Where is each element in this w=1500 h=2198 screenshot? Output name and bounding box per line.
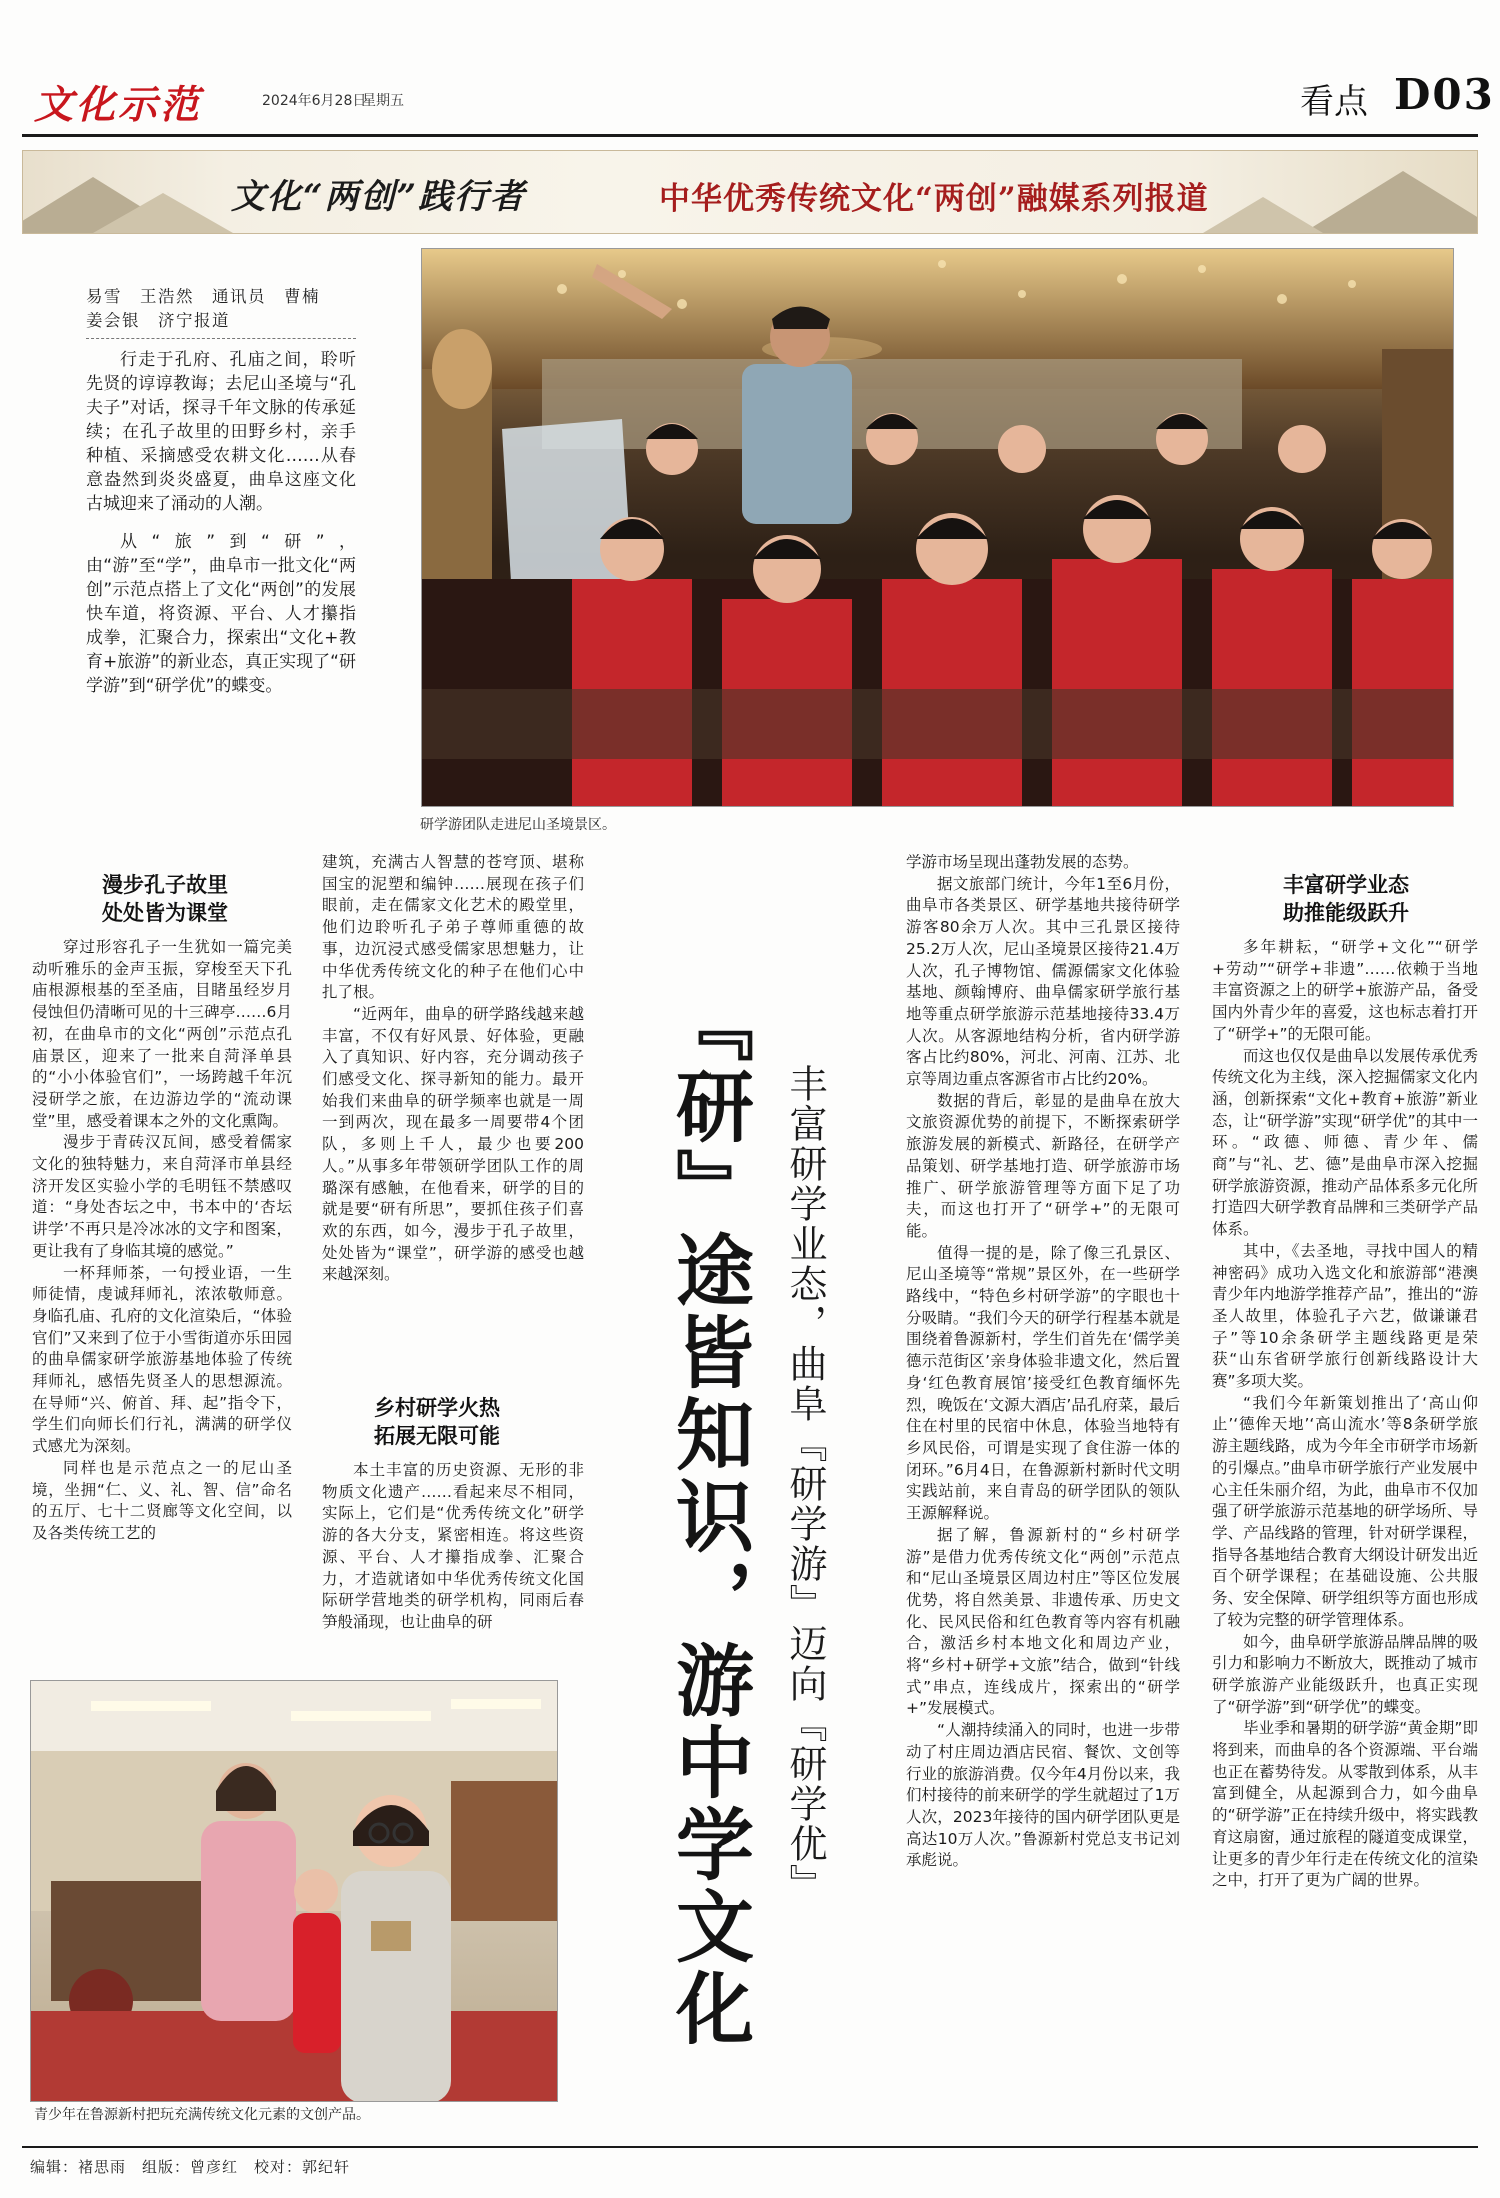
- paragraph: 建筑，充满古人智慧的苍穹顶、堪称国宝的泥塑和编钟……展现在孩子们眼前，走在儒家文化艺术的殿堂里，他们边聆听孔子弟子尊师重德的故事，边沉浸式感受儒家思想魅力，让中华优秀传统文化的种子在他们心中扎了根。: [322, 853, 584, 1002]
- brand-logo: 文化示范: [34, 82, 203, 128]
- byline-authors: 易雪 王浩然 通讯员 曹楠: [86, 287, 320, 306]
- paragraph: 其中，《去圣地，寻找中国人的精神密码》成功入选文化和旅游部“港澳青少年内地游学推荐产品”，推出的“游圣人故里，体验孔子六艺，做谦谦君子”等10余条研学主题线路更是荣获“山东省研学旅行创新线路设计大赛”多项大奖。: [1212, 1241, 1478, 1391]
- series-subtitle: 中华优秀传统文化“两创”融媒系列报道: [659, 181, 1209, 217]
- lead-paragraph: [86, 530, 356, 698]
- photo-study-tour-nishan: [421, 248, 1454, 807]
- section-heading-3-line2: 助推能级跃升: [1283, 900, 1409, 925]
- main-headline: 『研』途皆知识，游中学文化: [663, 984, 754, 2050]
- paragraph: 学游市场呈现出蓬勃发展的态势。: [906, 853, 1139, 871]
- paragraph: “人潮持续涌入的同时，也进一步带动了村庄周边酒店民宿、餐饮、文创等行业的旅游消费。仅今年4月份以来，我们村接待的前来研学的学生就超过了1万人次，2023年接待的国内研学团队更是高达10万人次。”鲁源新村党总支书记刘承彪说。: [906, 1721, 1180, 1870]
- byline-location: 姜会银 济宁报道: [86, 311, 230, 330]
- section-heading-3-line1: 丰富研学业态: [1283, 872, 1409, 897]
- photo-caption-top: 研学游团队走进尼山圣境景区。: [420, 817, 616, 833]
- paragraph: 漫步于青砖汉瓦间，感受着儒家文化的独特魅力，来自菏泽市单县经济开发区实验小学的毛明钰不禁感叹道：“身处杏坛之中，书本中的‘杏坛讲学’不再只是冷冰冰的文字和图案，更让我有了身临其境的感觉。”: [32, 1133, 292, 1260]
- paragraph: 而这也仅仅是曲阜以发展传承优秀传统文化为主线，深入挖掘儒家文化内涵，创新探索“文化+教育+旅游”新业态，让“研学游”实现“研学优”的其中一环。“政德、师德、青少年、儒商”与“礼、艺、德”是曲阜市深入挖掘研学旅游资源，推动产品体系多元化所打造四大研学教育品牌和三类研学产品体系。: [1212, 1046, 1478, 1239]
- photo-illustration: [31, 1681, 558, 2102]
- section-name: 看点: [1300, 82, 1368, 122]
- masthead-rule: [22, 134, 1478, 137]
- paragraph: 同样也是示范点之一的尼山圣境，坐拥“仁、义、礼、智、信”命名的五厅、七十二贤廊等文化空间，以及各类传统工艺的: [32, 1458, 292, 1542]
- paragraph: 数据的背后，彰显的是曲阜在放大文旅资源优势的前提下，不断探索研学旅游发展的新模式、新路径，在研学产品策划、研学基地打造、研学旅游市场推广、研学旅游管理等方面下足了功夫，而这也打开了“研学+”的无限可能。: [906, 1091, 1180, 1240]
- paragraph: “我们今年新策划推出了‘高山仰止’‘德侔天地’‘高山流水’等8条研学旅游主题线路，成为今年全市研学市场新的引爆点。”曲阜市研学旅行产业发展中心主任朱丽介绍，为此，曲阜市不仅加强了研学旅游示范基地的研学场所、导学、产品线路的管理，针对研学课程，指导各基地结合教育大纲设计研发出近百个研学课程；在基础设施、公共服务、安全保障、研学组织等方面也形成了较为完整的研学管理体系。: [1212, 1393, 1478, 1629]
- paragraph: 多年耕耘，“研学+文化”“研学+劳动”“研学+非遗”……依赖于当地丰富资源之上的研学+旅游产品，备受国内外青少年的喜爱，这也标志着打开了“研学+”的无限可能。: [1212, 938, 1478, 1043]
- paragraph: 如今，曲阜研学旅游品牌品牌的吸引力和影响力不断放大，既推动了城市研学旅游产业能级跃升，也真正实现了“研学游”到“研学优”的蝶变。: [1212, 1632, 1478, 1716]
- paragraph: 穿过形容孔子一生犹如一篇完美动听雅乐的金声玉振，穿梭至天下孔庙根源根基的至圣庙，目睹虽经岁月侵蚀但仍清晰可见的十三碑亭……6月初，在曲阜市的文化“两创”示范点孔庙景区，迎来了一批来自菏泽单县的“小小体验官们”，一场跨越千年沉浸研学之旅，在边游边学的“流动课堂”里，感受着课本之外的文化熏陶。: [32, 938, 292, 1130]
- sub-headline: 丰富研学业态，曲阜『研学游』迈向『研学优』: [783, 1064, 827, 1904]
- article-column-4: [1212, 937, 1478, 1892]
- article-column-2-continued: [322, 1460, 584, 1634]
- series-banner: [22, 150, 1478, 234]
- article-column-2: [322, 852, 584, 1286]
- lead-paragraph: [86, 348, 356, 516]
- mountain-decoration: [93, 193, 233, 233]
- paragraph: 值得一提的是，除了像三孔景区、尼山圣境等“常规”景区外，在一些研学路线中，“特色乡村研学游”的字眼也十分吸睛。“我们今天的研学行程基本就是围绕着鲁源新村，学生们首先在‘儒学美德示范街区’亲身体验非遗文化，然后置身‘红色教育展馆’接受红色教育缅怀先烈，晚饭在‘文源大酒店’品孔府菜，最后住在村里的民宿中休息，体验当地特有乡风民俗，可谓是实现了食住游一体的闭环。”6月4日，在鲁源新村新时代文明实践站前，来自青岛的研学团队的领队王源解释说。: [906, 1243, 1180, 1523]
- paragraph: “近两年，曲阜的研学路线越来越丰富，不仅有好风景、好体验，更融入了真知识、好内容，充分调动孩子们感受文化、探寻新知的能力。最开始我们来曲阜的研学频率也就是一周一到两次，现在最多一周要带4个团队，多则上千人，最少也要200人。”从事多年带领研学团队工作的周璐深有感触，在他看来，研学的目的就是要“研有所思”，要抓住孩子们喜欢的东西，如今，漫步于孔子故里，处处皆为“课堂”，研学游的感受也越来越深刻。: [322, 1004, 584, 1284]
- issue-weekday: 星期五: [362, 93, 404, 109]
- photo-youth-cultural-products: [30, 1680, 558, 2102]
- photo-caption-bottom: 青少年在鲁源新村把玩充满传统文化元素的文创产品。: [34, 2107, 370, 2123]
- paragraph: 据了解，鲁源新村的“乡村研学游”是借力优秀传统文化“两创”示范点和“尼山圣境景区周边村庄”等区位发展优势，将自然美景、非遗传承、历史文化、民风民俗和红色教育等内容有机融合，激活乡村本地文化和周边产业，将“乡村+研学+文旅”结合，做到“针线式”串点，连线成片，探索出的“研学+”发展模式。: [906, 1525, 1180, 1718]
- article-column-1: [32, 937, 292, 1545]
- page-number: D03: [1394, 70, 1495, 119]
- paragraph: 一杯拜师茶，一句授业语，一生师徒情，虔诚拜师礼，浓浓敬师意。身临孔庙、孔府的文化渲染后，“体验官们”又来到了位于小雪街道亦乐田园的曲阜儒家研学旅游基地体验了传统拜师礼，感悟先贤圣人的思想源流。在导师“兴、俯首、拜、起”指令下，学生们向师长们行礼，满满的研学仪式感尤为深刻。: [32, 1263, 292, 1456]
- article-column-3: [906, 852, 1180, 1872]
- lead-text: 行走于孔府、孔庙之间，聆听先贤的谆谆教诲；去尼山圣境与“孔夫子”对话，探寻千年文脉的传承延续；在孔子故里的田野乡村，亲手种植、采摘感受农耕文化……从春意盎然到炎炎盛夏，曲阜这座文化古城迎来了涌动的人潮。: [86, 350, 356, 514]
- section-heading-1-line2: 处处皆为课堂: [102, 900, 228, 925]
- mountain-decoration: [1303, 171, 1478, 233]
- paragraph: 本土丰富的历史资源、无形的非物质文化遗产……看起来尽不相同，实际上，它们是“优秀传统文化”研学游的各大分支，紧密相连。将这些资源、平台、人才攥指成拳、汇聚合力，才造就诸如中华优秀传统文化国际研学营地类的研学机构，同雨后春笋般涌现，也让曲阜的研: [322, 1461, 584, 1631]
- byline-divider: [86, 338, 356, 339]
- photo-illustration: [422, 249, 1454, 807]
- paragraph: 毕业季和暑期的研学游“黄金期”即将到来，而曲阜的各个资源端、平台端也正在蓄势待发。从零散到体系，从丰富到健全，从起源到合力，如今曲阜的“研学游”正在持续升级中，将实践教育这扇窗，通过旅程的隧道变成课堂，让更多的青少年行走在传统文化的渲染之中，打开了更为广阔的世界。: [1212, 1719, 1478, 1890]
- issue-date: 2024年6月28日: [262, 93, 367, 109]
- mountain-decoration: [1203, 197, 1323, 233]
- section-heading-1-line1: 漫步孔子故里: [102, 872, 228, 897]
- editorial-credits: 编辑：褚思雨 组版：曾彦红 校对：郭纪轩: [30, 2158, 351, 2176]
- series-title: 文化“两创”践行者: [231, 177, 527, 217]
- section-heading-2-line2: 拓展无限可能: [374, 1423, 500, 1448]
- section-heading-2-line1: 乡村研学火热: [374, 1395, 500, 1420]
- lead-text: 从“旅”到“研”，由“游”至“学”，曲阜市一批文化“两创”示范点搭上了文化“两创”的发展快车道，将资源、平台、人才攥指成拳，汇聚合力，探索出“文化+教育+旅游”的新业态，真正实现了“研学游”到“研学优”的蝶变。: [86, 532, 356, 696]
- paragraph: 据文旅部门统计，今年1至6月份，曲阜市各类景区、研学基地共接待研学游客80余万人次。其中三孔景区接待25.2万人次，尼山圣境景区接待21.4万人次，孔子博物馆、儒源儒家文化体验基地、颜翰博府、曲阜儒家研学旅行基地等重点研学旅游示范基地接待33.4万人次。从客源地结构分析，省内研学游客占比约80%，河北、河南、江苏、北京等周边重点客源省市占比约20%。: [906, 874, 1180, 1089]
- footer-rule: [22, 2146, 1478, 2148]
